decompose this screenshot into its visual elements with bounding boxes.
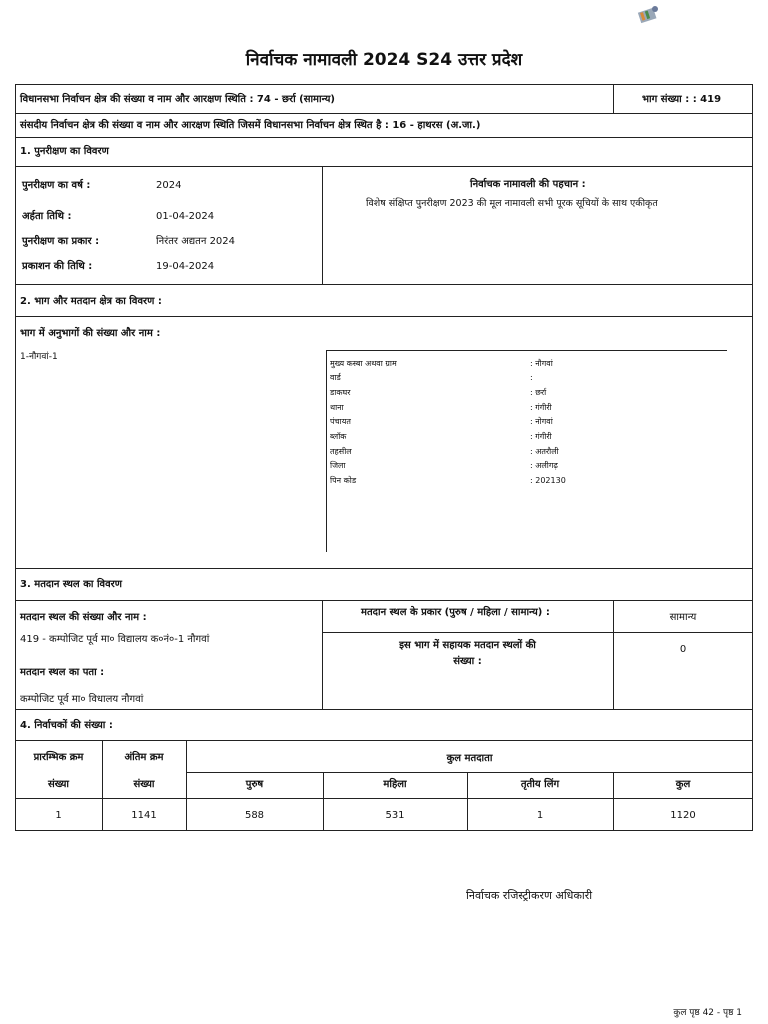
third-gender-header: तृतीय लिंग <box>520 779 560 790</box>
detail-label-post-office: डाकघर <box>330 388 351 397</box>
parliamentary-constituency: संसदीय निर्वाचन क्षेत्र की संख्या व नाम और आरक्षण स्थिति जिसमें विधानसभा निर्वाचन क्षेत्र स्थित है : 16 - हाथरस (अ.जा.) <box>20 120 481 131</box>
start-serial-header-1: प्रारम्भिक क्रम <box>33 752 84 763</box>
roll-identity-text: विशेष संक्षिप्त पुनरीक्षण 2023 की मूल नामावली सभी पूरक सूचियों के साथ एकीकृत <box>366 198 658 209</box>
section-2-heading: 2. भाग और मतदान क्षेत्र का विवरण : <box>20 296 162 307</box>
part-number: भाग संख्या : : 419 <box>642 94 722 105</box>
detail-label-pin-code: पिन कोड <box>330 476 357 485</box>
third-gender-value: 1 <box>536 810 544 821</box>
polling-type-value: सामान्य <box>669 612 697 623</box>
start-serial-header-2: संख्या <box>48 779 69 790</box>
polling-type-label: मतदान स्थल के प्रकार (पुरुष / महिला / सामान्य) : <box>361 607 550 618</box>
detail-label-block: ब्लॉक <box>330 432 347 441</box>
detail-label-panchayat: पंचायत <box>330 417 351 426</box>
polling-address-value: कम्पोजिट पूर्व मा० विधालय नौगवां <box>20 694 144 705</box>
revision-year-label: पुनरीक्षण का वर्ष : <box>22 180 91 191</box>
registration-officer-signature-label: निर्वाचक रजिस्ट्रीकरण अधिकारी <box>466 889 593 902</box>
section-4-heading: 4. निर्वाचकों की संख्या : <box>20 720 113 731</box>
auxiliary-stations-label-2: संख्या : <box>453 656 482 667</box>
detail-label-police-station: थाना <box>330 403 344 412</box>
detail-label-town: मुख्य कस्बा अथवा ग्राम <box>330 359 397 368</box>
total-header: कुल <box>675 779 691 790</box>
detail-label-tehsil: तहसील <box>330 447 352 456</box>
female-value: 531 <box>385 810 405 821</box>
polling-address-label: मतदान स्थल का पता : <box>20 667 105 678</box>
revision-section <box>15 137 753 285</box>
detail-value-pin-code: : 202130 <box>530 476 566 485</box>
end-serial-header-2: संख्या <box>133 779 155 790</box>
part-section <box>15 284 753 569</box>
publication-date-label: प्रकाशन की तिथि : <box>22 261 93 272</box>
total-value: 1120 <box>670 810 696 821</box>
total-voters-header: कुल मतदाता <box>446 753 493 764</box>
start-serial-value: 1 <box>55 810 62 821</box>
publication-date-value: 19-04-2024 <box>156 261 215 272</box>
section-name: 1-नौगवां-1 <box>20 352 58 362</box>
auxiliary-stations-label-1: इस भाग में सहायक मतदान स्थलों की <box>399 640 536 651</box>
detail-label-ward: वार्ड <box>330 373 341 382</box>
polling-station-value: 419 - कम्पोजिट पूर्व मा० विद्यालय क०नं०-1 नौगवां <box>20 634 210 645</box>
end-serial-header-1: अंतिम क्रम <box>124 752 164 763</box>
male-value: 588 <box>244 810 265 821</box>
detail-value-tehsil: : अतरौली <box>530 447 559 456</box>
page-number: कुल पृष्ठ 42 - पृष्ठ 1 <box>673 1008 742 1018</box>
roll-identity-heading: निर्वाचक नामावली की पहचान : <box>470 179 586 190</box>
qualifying-date-value: 01-04-2024 <box>156 211 215 222</box>
section-3-heading: 3. मतदान स्थल का विवरण <box>20 579 122 590</box>
section-1-heading: 1. पुनरीक्षण का विवरण <box>20 146 109 157</box>
assembly-constituency: विधानसभा निर्वाचन क्षेत्र की संख्या व नाम और आरक्षण स्थिति : 74 - छर्रा (सामान्य) <box>20 94 335 105</box>
revision-type-value: निरंतर अद्यतन 2024 <box>156 236 236 247</box>
detail-value-police-station: : गंगीरी <box>530 403 552 412</box>
detail-value-town: : नौगवां <box>530 359 553 368</box>
page-title: निर्वाचक नामावली 2024 S24 उत्तर प्रदेश <box>245 50 523 70</box>
qualifying-date-label: अर्हता तिथि : <box>22 211 72 222</box>
detail-value-district: : अलीगढ़ <box>530 461 558 470</box>
male-header: पुरुष <box>245 779 264 790</box>
revision-type-label: पुनरीक्षण का प्रकार : <box>22 236 100 247</box>
revision-year-value: 2024 <box>156 180 182 191</box>
detail-value-ward: : <box>530 373 533 382</box>
end-serial-value: 1141 <box>131 810 157 821</box>
sections-subheading: भाग में अनुभागों की संख्या और नाम : <box>20 328 161 339</box>
election-commission-logo-icon <box>636 4 660 24</box>
detail-value-block: : गंगीरी <box>530 432 552 441</box>
polling-station-label: मतदान स्थल की संख्या और नाम : <box>20 612 147 623</box>
detail-value-panchayat: : नोगवां <box>530 417 553 426</box>
auxiliary-stations-value: 0 <box>679 644 687 655</box>
detail-label-district: जिला <box>330 461 346 470</box>
detail-value-post-office: : छर्रा <box>530 388 547 397</box>
female-header: महिला <box>383 779 407 790</box>
